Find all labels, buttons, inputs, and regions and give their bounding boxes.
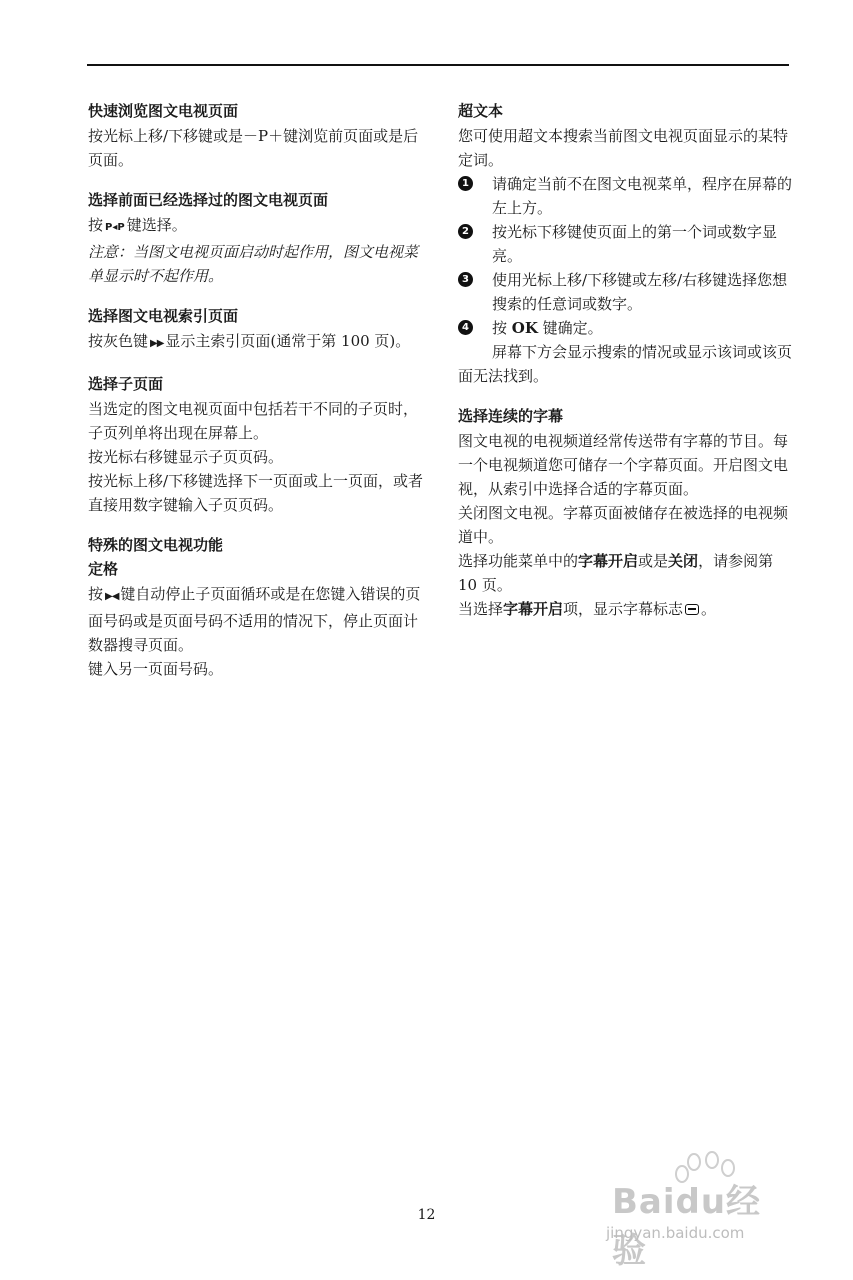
section-body: 屏幕下方会显示搜索的情况或显示该词或该页面无法找到。	[458, 343, 793, 385]
section-subtitle: 定格	[88, 560, 119, 578]
fast-forward-icon: ▶▶	[150, 338, 164, 349]
section-title: 选择图文电视索引页面	[88, 307, 239, 325]
step-number-icon: 4	[458, 320, 473, 335]
ok-key-label: OK	[511, 319, 538, 337]
section-body: 按光标上移/下移键选择下一页面或上一页面，或者直接用数字键输入子页页码。	[88, 472, 424, 514]
section-title: 快速浏览图文电视页面	[88, 102, 239, 120]
section-note: 注意：当图文电视页面启动时起作用，图文电视菜单显示时不起作用。	[88, 243, 419, 285]
section-title: 特殊的图文电视功能	[88, 536, 224, 554]
section-subpage	[88, 373, 426, 517]
step-number-icon: 1	[458, 176, 473, 191]
section-body: 按光标上移/下移键或是－P＋键浏览前页面或是后页面。	[88, 127, 419, 169]
pp-key-icon: P◂P	[105, 222, 125, 233]
section-title: 选择连续的字幕	[458, 407, 564, 425]
left-column	[88, 100, 426, 698]
section-body: 当选定的图文电视页面中包括若干不同的子页时，子页列单将出现在屏幕上。	[88, 400, 419, 442]
step-item: 1 请确定当前不在图文电视菜单，程序在屏幕的左上方。	[458, 172, 796, 220]
watermark-logo: Baidu经验	[612, 1182, 762, 1271]
section-body: 您可使用超文本搜索当前图文电视页面显示的某特定词。	[458, 127, 789, 169]
header-rule	[87, 64, 789, 66]
section-body: 按光标右移键显示子页页码。	[88, 448, 284, 466]
step-item: 4 按 OK 键确定。	[458, 316, 796, 340]
section-hypertext	[458, 100, 796, 388]
section-quick-browse	[88, 100, 426, 172]
subtitle-icon	[685, 604, 699, 615]
watermark	[590, 1150, 790, 1271]
section-body: 图文电视的电视频道经常传送带有字幕的节目。每一个电视频道您可储存一个字幕页面。开启图文电视，从索引中选择合适的字幕页面。	[458, 432, 789, 498]
section-body: 键入另一页面号码。	[88, 660, 224, 678]
section-body: 按 P◂P 键选择。	[88, 216, 187, 234]
section-body: 按灰色键 ▶▶ 显示主索引页面(通常于第 100 页)。	[88, 332, 411, 350]
step-item: 3 使用光标上移/下移键或左移/右移键选择您想搜索的任意词或数字。	[458, 268, 796, 316]
section-special-functions	[88, 534, 426, 681]
step-item: 2 按光标下移键使页面上的第一个词或数字显亮。	[458, 220, 796, 268]
section-subtitles	[458, 405, 796, 621]
watermark-url: jingyan.baidu.com	[606, 1224, 745, 1242]
section-body: 关闭图文电视。字幕页面被储存在被选择的电视频道中。	[458, 504, 789, 546]
step-number-icon: 3	[458, 272, 473, 287]
page-number: 12	[417, 1207, 436, 1223]
section-title: 选择前面已经选择过的图文电视页面	[88, 191, 329, 209]
steps-list	[458, 172, 796, 340]
section-title: 选择子页面	[88, 375, 164, 393]
right-column	[458, 100, 796, 638]
section-previous-page	[88, 189, 426, 288]
section-index-page	[88, 305, 426, 356]
section-title: 超文本	[458, 102, 504, 120]
section-body: 按 ▶◀ 键自动停止子页面循环或是在您键入错误的页面号码或是页面号码不适用的情况下，停止页面计数器搜寻页面。	[88, 585, 421, 654]
section-body: 选择功能菜单中的字幕开启或是关闭，请参阅第 10 页。	[458, 552, 774, 594]
step-number-icon: 2	[458, 224, 473, 239]
hold-icon: ▶◀	[105, 591, 119, 602]
section-body: 当选择字幕开启项，显示字幕标志 。	[458, 600, 717, 618]
